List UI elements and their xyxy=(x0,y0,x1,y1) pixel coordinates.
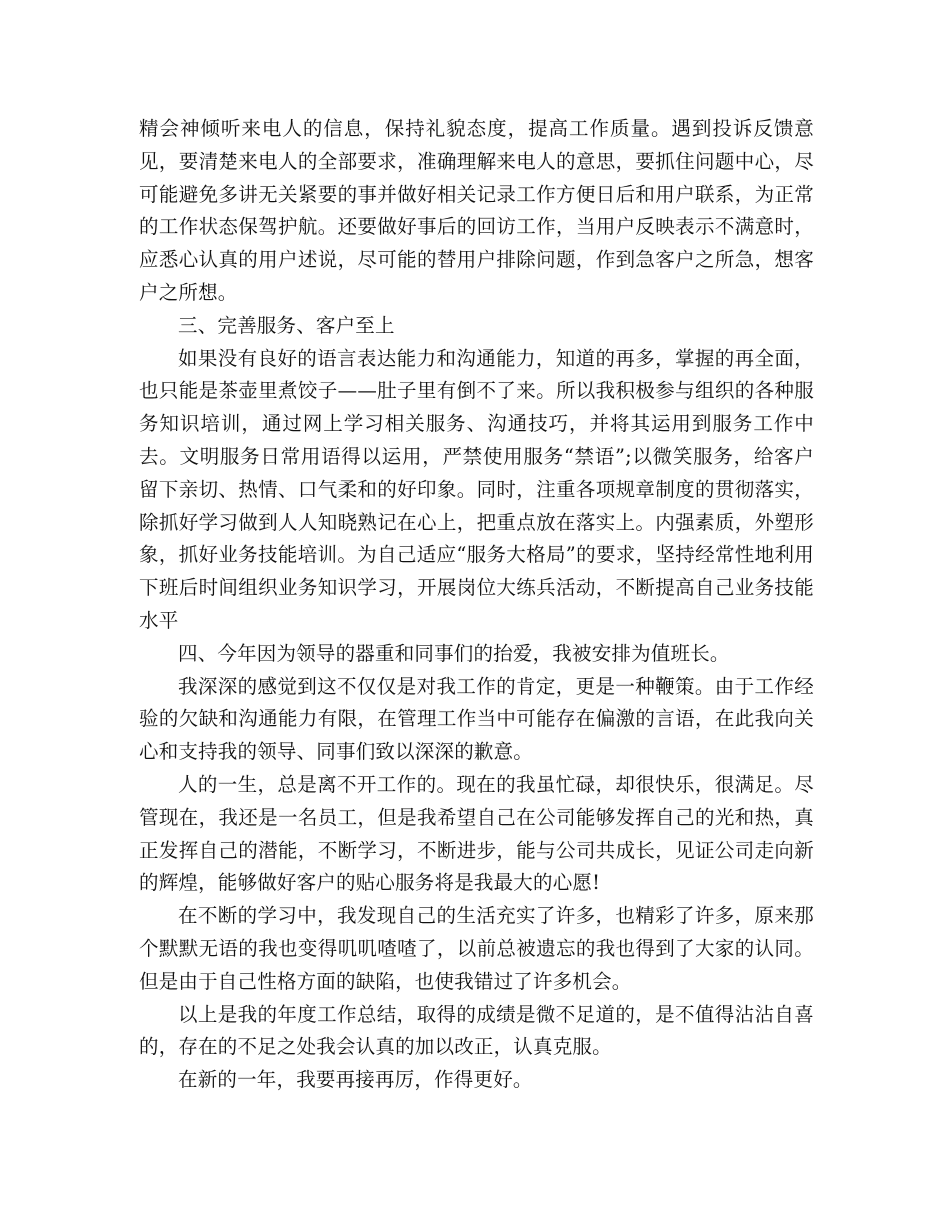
paragraph-life: 人的一生，总是离不开工作的。现在的我虽忙碌，却很快乐，很满足。尽管现在，我还是一名员工，但是我希望自己在公司能够发挥自己的光和热，真正发挥自己的潜能，不断学习，不断进步，能与公司共成长，见证公司走向新的辉煌，能够做好客户的贴心服务将是我最大的心愿! xyxy=(139,772,814,895)
section-heading-3: 三、完善服务、客户至上 xyxy=(178,313,395,337)
paragraph-feeling: 我深深的感觉到这不仅仅是对我工作的肯定，更是一种鞭策。由于工作经验的欠缺和沟通能力有限，在管理工作当中可能存在偏激的言语，在此我向关心和支持我的领导、同事们致以深深的歉意。 xyxy=(139,674,814,764)
document-page xyxy=(139,113,814,1097)
paragraph-learning: 在不断的学习中，我发现自己的生活充实了许多，也精彩了许多，原来那个默默无语的我也变得叽叽喳喳了，以前总被遗忘的我也得到了大家的认同。但是由于自己性格方面的缺陷，也使我错过了许多机会。 xyxy=(139,904,814,993)
paragraph-summary: 以上是我的年度工作总结，取得的成绩是微不足道的，是不值得沾沾自喜的，存在的不足之处我会认真的加以改正，认真克服。 xyxy=(139,1002,814,1059)
paragraph-new-year: 在新的一年，我要再接再厉，作得更好。 xyxy=(178,1068,533,1092)
paragraph-continuation: 精会神倾听来电人的信息，保持礼貌态度，提高工作质量。遇到投诉反馈意见，要清楚来电人的全部要求，准确理解来电人的意思，要抓住问题中心，尽可能避免多讲无关紧要的事并做好相关记录工作方便日后和用户联系，为正常的工作状态保驾护航。还要做好事后的回访工作，当用户反映表示不满意时，应悉心认真的用户述说，尽可能的替用户排除问题，作到急客户之所急，想客户之所想。 xyxy=(139,117,814,304)
paragraph-service: 如果没有良好的语言表达能力和沟通能力，知道的再多，掌握的再全面，也只能是茶壶里煮饺子——肚子里有倒不了来。所以我积极参与组织的各种服务知识培训，通过网上学习相关服务、沟通技巧，并将其运用到服务工作中去。文明服务日常用语得以运用，严禁使用服务“禁语”;以微笑服务，给客户留下亲切、热情、口气柔和的好印象。同时，注重各项规章制度的贯彻落实，除抓好学习做到人人知晓熟记在心上，把重点放在落实上。内强素质，外塑形象，抓好业务技能培训。为自己适应“服务大格局”的要求，坚持经常性地利用下班后时间组织业务知识学习，开展岗位大练兵活动，不断提高自己业务技能水平 xyxy=(139,346,814,632)
section-heading-4: 四、今年因为领导的器重和同事们的抬爱，我被安排为值班长。 xyxy=(178,641,730,665)
